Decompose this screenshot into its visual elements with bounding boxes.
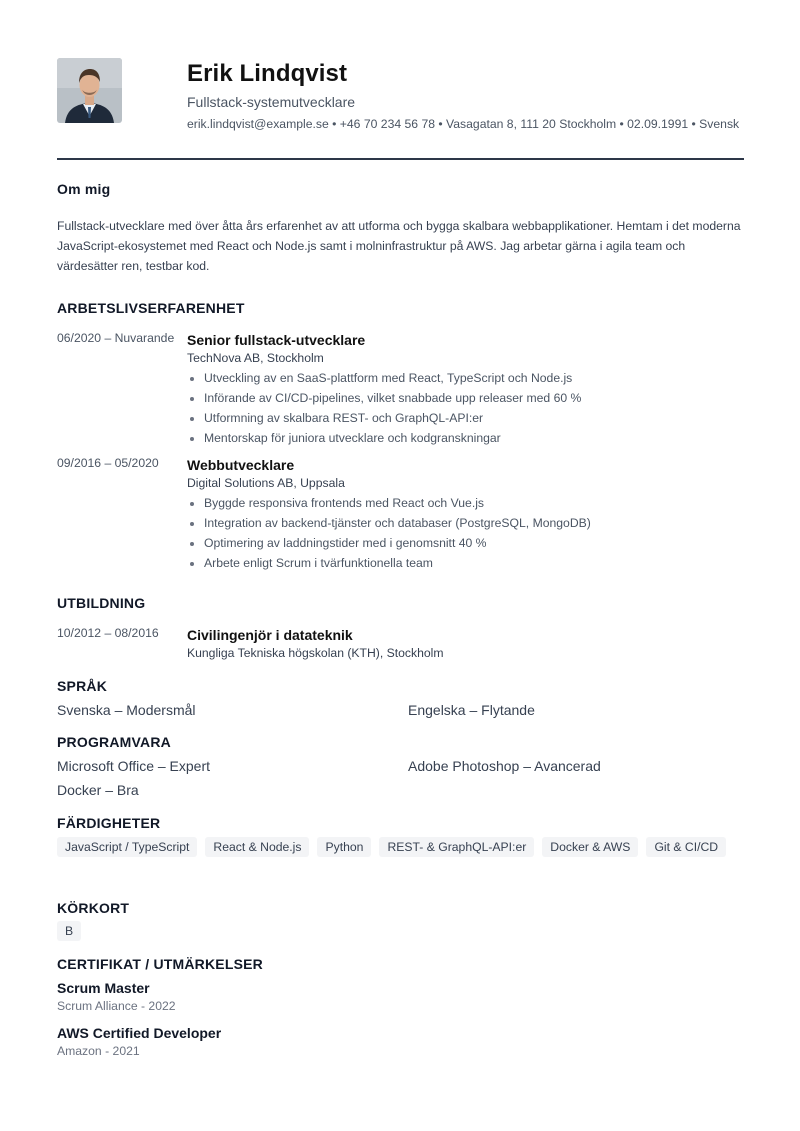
bullet-item: Införande av CI/CD-pipelines, vilket snabbade upp releaser med 60 % xyxy=(187,388,581,408)
license-tag: B xyxy=(57,921,81,941)
section-heading-about: Om mig xyxy=(57,181,111,197)
header-divider xyxy=(57,158,744,160)
language-item: Engelska – Flytande xyxy=(408,702,535,718)
license-tags xyxy=(57,921,737,941)
experience-date: 09/2016 – 05/2020 xyxy=(57,456,159,470)
experience-title: Webbutvecklare xyxy=(187,457,295,473)
skill-tag: Python xyxy=(317,837,371,857)
bullet-item: Utformning av skalbara REST- och GraphQL-API:er xyxy=(187,408,581,428)
education-degree: Civilingenjör i datateknik xyxy=(187,627,353,643)
section-heading-software: PROGRAMVARA xyxy=(57,734,171,750)
bullet-item: Byggde responsiva frontends med React och Vue.js xyxy=(187,493,591,513)
section-heading-license: KÖRKORT xyxy=(57,900,130,916)
education-school: Kungliga Tekniska högskolan (KTH), Stockholm xyxy=(187,646,444,660)
certificate-title: Scrum Master xyxy=(57,980,150,996)
certificate-issuer: Amazon - 2021 xyxy=(57,1044,140,1058)
experience-employer: TechNova AB, Stockholm xyxy=(187,351,324,365)
candidate-name: Erik Lindqvist xyxy=(187,60,348,87)
section-heading-skills: FÄRDIGHETER xyxy=(57,815,161,831)
skill-tag: Docker & AWS xyxy=(542,837,638,857)
experience-bullets xyxy=(187,368,581,448)
bullet-item: Arbete enligt Scrum i tvärfunktionella team xyxy=(187,553,591,573)
skills-tags xyxy=(57,837,737,857)
contact-info: erik.lindqvist@example.se • +46 70 234 56 78 • Vasagatan 8, 111 20 Stockholm • 02.09.1991 • Svensk xyxy=(187,117,740,131)
section-heading-certificates: CERTIFIKAT / UTMÄRKELSER xyxy=(57,956,263,972)
skill-tag: JavaScript / TypeScript xyxy=(57,837,197,857)
skill-tag: REST- & GraphQL-API:er xyxy=(379,837,534,857)
skill-tag: React & Node.js xyxy=(205,837,309,857)
section-heading-experience: ARBETSLIVSERFARENHET xyxy=(57,300,245,316)
experience-bullets xyxy=(187,493,591,573)
experience-employer: Digital Solutions AB, Uppsala xyxy=(187,476,345,490)
bullet-item: Utveckling av en SaaS-plattform med React, TypeScript och Node.js xyxy=(187,368,581,388)
profile-photo xyxy=(57,58,122,123)
experience-title: Senior fullstack-utvecklare xyxy=(187,332,366,348)
bullet-item: Integration av backend-tjänster och databaser (PostgreSQL, MongoDB) xyxy=(187,513,591,533)
software-item: Microsoft Office – Expert xyxy=(57,758,211,774)
language-item: Svenska – Modersmål xyxy=(57,702,196,718)
section-heading-education: UTBILDNING xyxy=(57,595,146,611)
certificate-issuer: Scrum Alliance - 2022 xyxy=(57,999,176,1013)
profile-photo-image xyxy=(57,58,122,123)
bullet-item: Optimering av laddningstider med i genomsnitt 40 % xyxy=(187,533,591,553)
section-heading-languages: SPRÅK xyxy=(57,678,108,694)
certificate-title: AWS Certified Developer xyxy=(57,1025,222,1041)
bullet-item: Mentorskap för juniora utvecklare och kodgranskningar xyxy=(187,428,581,448)
about-text: Fullstack-utvecklare med över åtta års erfarenhet av att utforma och bygga skalbara webbapplikationer. Hemtam i det moderna JavaScript-ekosystemet med React och Node.js samt i molninfrastruktur på AWS. Jag arbetar gärna i agila team och värdesätter ren, testbar kod. xyxy=(57,219,741,273)
skill-tag: Git & CI/CD xyxy=(646,837,726,857)
education-date: 10/2012 – 08/2016 xyxy=(57,626,159,640)
job-title: Fullstack-systemutvecklare xyxy=(187,94,356,110)
software-item: Adobe Photoshop – Avancerad xyxy=(408,758,601,774)
software-item: Docker – Bra xyxy=(57,782,139,798)
experience-date: 06/2020 – Nuvarande xyxy=(57,331,175,345)
